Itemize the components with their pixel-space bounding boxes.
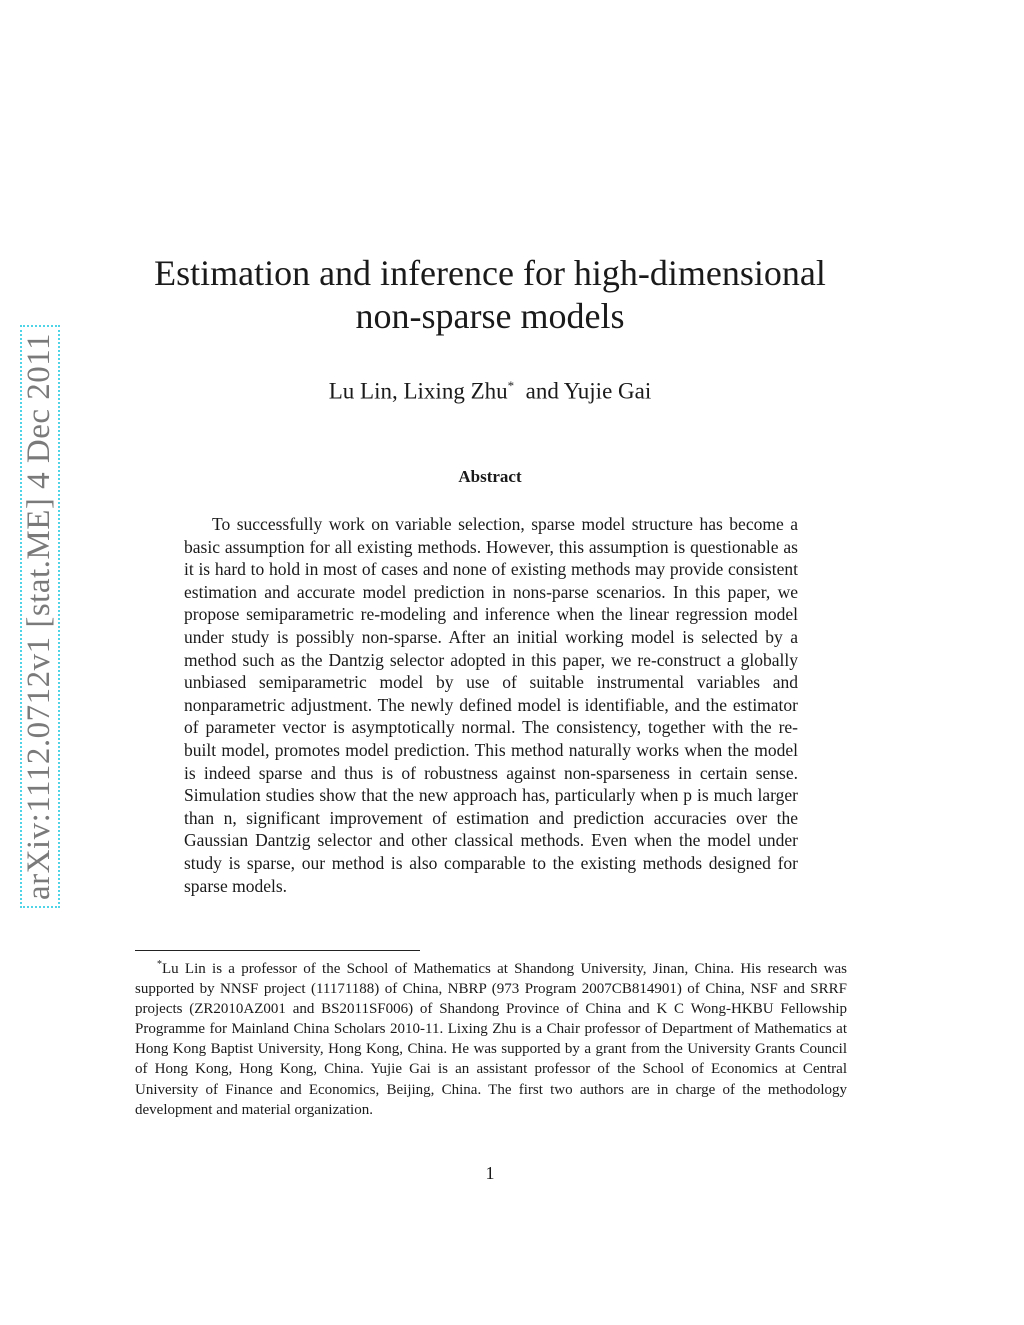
paper-title	[130, 252, 850, 338]
authors-last: and Yujie Gai	[525, 378, 652, 404]
arxiv-stamp-text: arXiv:1112.0712v1 [stat.ME] 4 Dec 2011	[21, 332, 58, 901]
arxiv-stamp	[20, 325, 60, 908]
footnote	[135, 955, 847, 1120]
footnote-text: Lu Lin is a professor of the School of Mathematics at Shandong University, Jinan, China. His research was supported by NNSF project (11171188) of China, NBRP (973 Program 2007CB814901) of China, NSF and SRRF projects (ZR2010AZ001 and BS2011SF006) of Shandong Province of China and K C Wong-HKBU Fellowship Programme for Mainland China Scholars 2010-11. Lixing Zhu is a Chair professor of Department of Mathematics at Hong Kong Baptist University, Hong Kong, China. He was supported by a grant from the University Grants Council of Hong Kong, Hong Kong, China. Yujie Gai is an assistant professor of the School of Economics at Central University of Finance and Economics, Beijing, China. The first two authors are in charge of the methodology development and material organization.	[135, 961, 847, 1118]
title-line-1: Estimation and inference for high-dimensional	[154, 253, 826, 293]
page-number: 1	[485, 1163, 495, 1183]
footnote-divider	[135, 950, 420, 951]
footnote-mark: *	[157, 959, 162, 970]
author-footnote-mark: *	[507, 378, 515, 393]
author-list	[130, 378, 850, 405]
abstract-heading: Abstract	[458, 467, 522, 486]
authors-main: Lu Lin, Lixing Zhu	[328, 378, 508, 404]
abstract-body: To successfully work on variable selection, sparse model structure has become a basic assumption for all existing methods. However, this assumption is questionable as it is hard to hold in most of cases and none of existing methods may provide consistent estimation and accurate model prediction in nons-parse scenarios. In this paper, we propose semiparametric re-modeling and inference when the linear regression model under study is possibly non-sparse. After an initial working model is selected by a method such as the Dantzig selector adopted in this paper, we re-construct a globally unbiased semiparametric model by use of suitable instrumental variables and nonparametric adjustment. The newly defined model is identifiable, and the estimator of parameter vector is asymptotically normal. The consistency, together with the re-built model, promotes model prediction. This method naturally works when the model is indeed sparse and thus is of robustness against non-sparseness in certain sense. Simulation studies show that the new approach has, particularly when p is much larger than n, significant improvement of estimation and prediction accuracies over the Gaussian Dantzig selector and other classical methods. Even when the model under study is sparse, our method is also comparable to the existing methods designed for sparse models.	[184, 514, 798, 896]
title-line-2: non-sparse models	[355, 296, 625, 336]
